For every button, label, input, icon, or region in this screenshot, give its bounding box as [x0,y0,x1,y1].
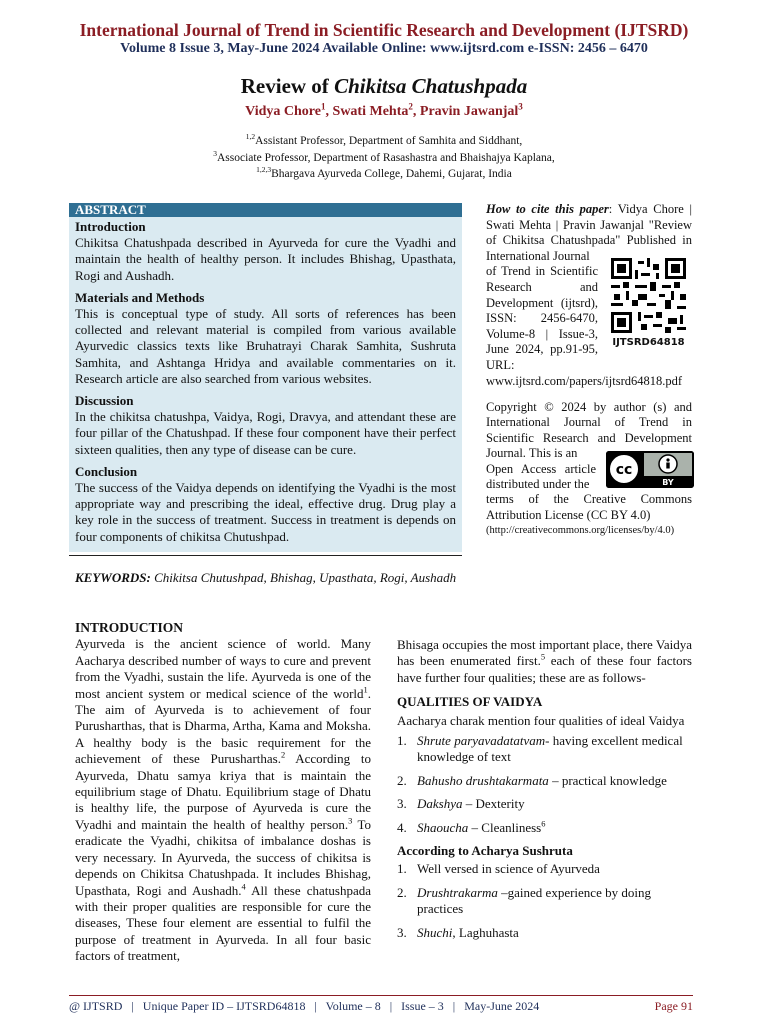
license-url[interactable]: (http://creativecommons.org/licenses/by/4.0) [486,525,675,537]
abstract-conclusion-heading: Conclusion [75,463,138,479]
affiliation-1: $^{1,2}$Assistant Professor, Department of Samhita and Siddhant, [245,132,523,147]
cc-text: cc [615,462,633,478]
sushruta-list [397,861,692,941]
sushruta-heading: According to Acharya Sushruta [397,843,573,859]
keywords: KEYWORDS: Chikitsa Chutushpad, Bhishag, Upasthata, Rogi, Aushadh [75,570,457,585]
journal-title: International Journal of Trend in Scientific Research and Development (IJTSRD) [79,20,689,40]
qr-code-icon [611,258,686,333]
citation-block: How to cite this paper: Vidya Chore | Swati Mehta | Pravin Jawanjal "Review of Chikitsa Chatushpada" Published in International Journal of Trend in Scientific Research and Development (ijtsrd), ISSN: 2456-6470, Volume-8 | Issue-3, June 2024, pp.91-95, URL: www.ijtsrd.com/papers/ijtsrd64818.pdf [486,202,692,388]
abstract-conclusion-text: The success of the Vaidya depends on identifying the Vyadhi is the most appropriate way and prescribing the ideal, effective drug. Drug play a key role in the success of treatment. Success in treatment is depends on four components of chikitsa Chutushpad. [75,480,456,544]
qualities-heading: QUALITIES OF VAIDYA [397,694,543,710]
by-text: BY [662,478,674,487]
introduction-heading: INTRODUCTION [75,620,184,635]
introduction-text: Ayurveda is the ancient science of world. Many Aacharya described number of ways to cure and prevent from the Vyadhi, sustain the life. Ayurveda is one of the most ancient system or medical science of the world$^1$. The aim of Ayurveda is to achievement of four Purusharthas, that is Dharma, Artha, Kama and Moksha. A healthy body is the basic requirement for the achievement of these Purusharthas.$^2$ According to Ayurveda, Dhatu samya kriya that is maintain the equilibrium stage of Dhatu. Equilibrium stage of Dhatu is healthy life, the purpose of Ayurveda is cure the Vyadhi and maintain the health of healthy person.$^3$ To eradicate the Vyadhi, chikitsa of imbalance doshas is very necessary. In Ayurveda, the success of chikitsa is depends on Chikitsa Chatushpada. It includes Bhishag, Upasthata, Rogi and Aushadh.$^4$ All these chatushpada with their proper qualities are responsible for cure the diseases, These four element are essential to fulfil the purpose of treatment in Ayurveda. In all four basic factors of treatment, [75,636,372,964]
footer [69,999,693,1014]
issue-line: Volume 8 Issue 3, May-June 2024 Available Online: www.ijtsrd.com e-ISSN: 2456 – 6470 [120,41,648,56]
footer-text: @ IJTSRD | Unique Paper ID – IJTSRD64818 | Volume – 8 | Issue – 3 | May-June 2024 [69,999,540,1013]
abstract-discussion-heading: Discussion [75,393,134,409]
abstract-methods-heading: Materials and Methods [75,289,205,305]
cc-by-license-icon [606,451,694,488]
right-paragraph: Bhisaga occupies the most important place, there Vaidya has been enumerated first.$^5$ each of these four factors have further four qualities; these are as follows- [397,637,692,685]
abstract-intro-heading: Introduction [75,219,146,234]
qualities-intro: Aacharya charak mention four qualities of ideal Vaidya [397,712,685,728]
copyright-block: Copyright © 2024 by author (s) and International Journal of Trend in Scientific Research and Development Journal. This is an Open Access article distributed under the terms of the Creative Commons Attribution License (CC BY 4.0) (http://creativecommons.org/licenses/by/4.0) [486,400,692,539]
page-number: Page 91 [654,999,693,1013]
abstract-divider [69,555,462,556]
list-item: 2. Bahusho drushtakarmata – practical knowledge [397,772,667,788]
list-item: 1. Shrute paryavadatatvam- having excellent medical knowledge of text [397,733,683,765]
affiliation-3: $^{1,2,3}$Bhargava Ayurveda College, Dahemi, Gujarat, India [256,165,512,180]
abstract-body [75,219,456,551]
abstract-methods-text: This is conceptual type of study. All sorts of references has been collected and relevant material is compiled from various available Ayurvedic classics texts like Bruhatrayi Charak Samhita, Sushruta Samhita, and Ashtanga Hridya and available commentaries on it. Research article are also searched from various websites. [75,306,456,386]
list-item: 3. Shuchi, Laghuhasta [397,924,519,940]
affiliation-2: $^3$Associate Professor, Department of Rasashastra and Bhaishajya Kaplana, [213,149,555,164]
qr-paper-id: IJTSRD64818 [612,337,685,348]
abstract-intro-text: Chikitsa Chatushpada described in Ayurveda for cure the Vyadhi and maintain the health of healthy person. It includes Bhishag, Upasthata, Rogi and Aushadh. [75,235,456,283]
charak-list [397,733,692,836]
authors: Vidya Chore$^1$, Swati Mehta$^2$, Pravin Jawanjal$^3$ [245,101,523,119]
introduction-column [75,620,371,965]
abstract-discussion-text: In the chikitsa chatushpa, Vaidya, Rogi, Dravya, and attendant these are four pillar of the Chatushpad. If these four component have their perfect sixteen qualities, then any type of disease can be cure. [75,409,456,457]
right-column [397,637,692,948]
citation-url[interactable]: www.ijtsrd.com/papers/ijtsrd64818.pdf [486,373,683,388]
abstract-label: ABSTRACT [69,203,462,217]
footer-divider [69,995,693,996]
list-item: 3. Dakshya – Dexterity [397,796,525,812]
list-item: 2. Drushtrakarma –gained experience by doing practices [397,884,651,917]
paper-title: Review of Chikitsa Chatushpada [240,74,528,98]
list-item: 1. Well versed in science of Ayurveda [397,861,600,877]
list-item: 4. Shaoucha – Cleanliness$^6$ [397,818,546,835]
